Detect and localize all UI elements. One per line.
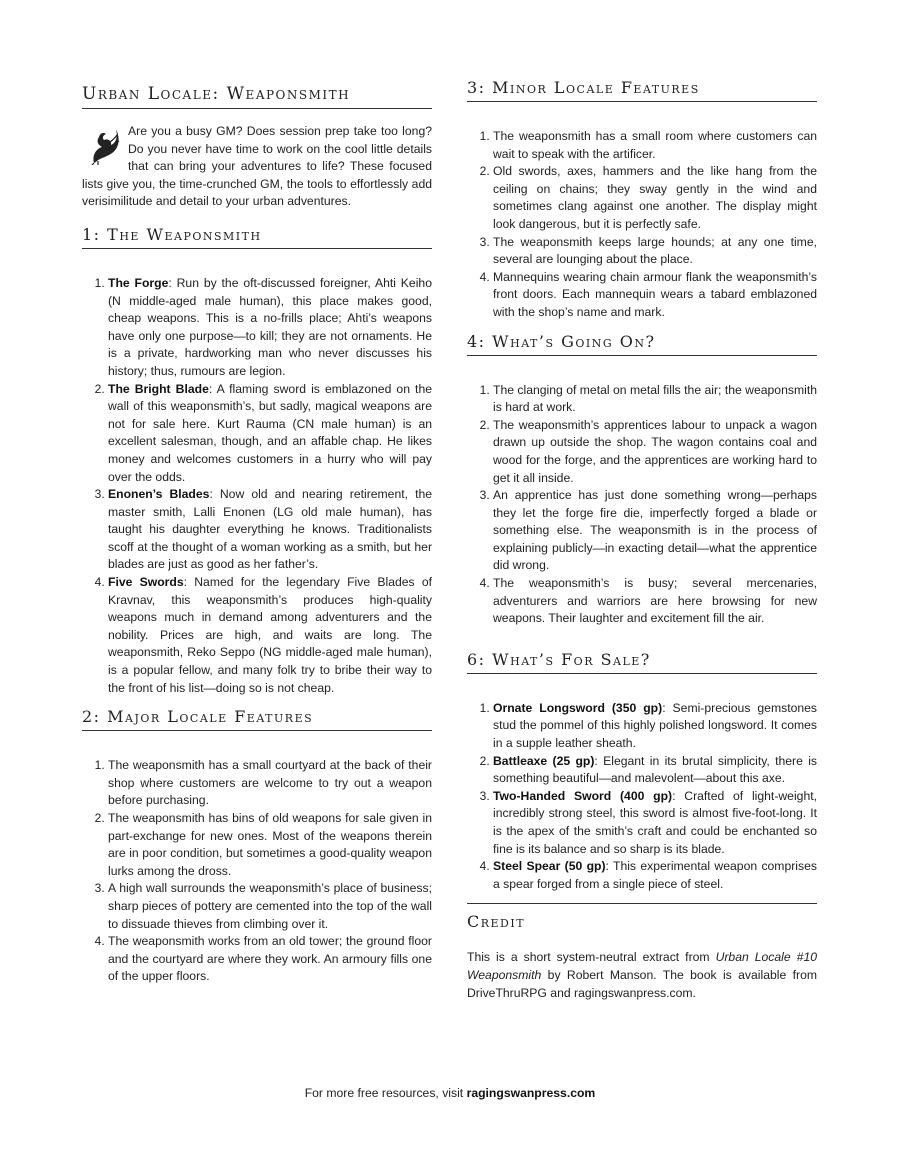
list-item: 4. Mannequins wearing chain armour flank the weaponsmith’s front doors. Each mannequin wears a tabard emblazoned with the shop’s name and mark. [493, 269, 817, 322]
credit-section [467, 903, 817, 1002]
list-item: 3. Two-Handed Sword (400 gp): Crafted of light-weight, incredibly strong steel, this sword is almost five-foot-long. It is the apex of the smith’s craft and could be enchanted so fine is its balance and so sharp is its blade. [493, 788, 817, 858]
list-item: 1. Ornate Longsword (350 gp): Semi-precious gemstones stud the pommel of this highly polished longsword. It comes in a supple leather sheath. [493, 700, 817, 753]
intro [82, 123, 432, 211]
list-item: 4. The weaponsmith’s is busy; several mercenaries, adventurers and warriors are here browsing for new weapons. Their laughter and excitement fill the air. [493, 575, 817, 628]
left-column [82, 78, 432, 996]
book-title: Urban Locale #10 Weaponsmith [467, 950, 817, 982]
minor-features-list [467, 128, 817, 322]
list-item: 4. The weaponsmith works from an old tower; the ground floor and the courtyard are where they work. An armoury fills one of the upper floors. [108, 933, 432, 986]
credit-text: This is a short system-neutral extract from Urban Locale #10 Weaponsmith by Robert Manson. The book is available from DriveThruRPG and ragingswanpress.com. [467, 950, 817, 1000]
footer-link[interactable]: ragingswanpress.com [466, 1086, 596, 1100]
list-item: 2. The weaponsmith’s apprentices labour to unpack a wagon drawn up outside the shop. The wagon contains coal and wood for the forge, and the apprentices are working hard to get it all inside. [493, 417, 817, 487]
section-heading-whats-going-on: 4: What’s Going On? [467, 332, 817, 356]
list-item: 3. The weaponsmith keeps large hounds; at any one time, several are lounging about the place. [493, 234, 817, 269]
list-item: 2. The weaponsmith has bins of old weapons for sale given in part-exchange for new ones. Most of the weapons therein are in poor condition, but sometimes a good-quality weapon lurks among the dross. [108, 810, 432, 880]
page-title: Urban Locale: Weaponsmith [82, 84, 432, 109]
list-item: 1. The Forge: Run by the oft-discussed foreigner, Ahti Keiho (N middle-aged male human), this place makes good, cheap weapons. This is a no-frills place; Ahti’s weapons have only one purpose—to kill; they are not ornaments. He is a private, hardworking man who never discusses his history; thus, rumours are legion. [108, 275, 432, 381]
swan-logo-icon [86, 123, 120, 165]
list-item: 3. A high wall surrounds the weaponsmith’s place of business; sharp pieces of pottery are cemented into the top of the wall to dissuade thieves from climbing over it. [108, 880, 432, 933]
section-heading-weaponsmith: 1: The Weaponsmith [82, 225, 432, 249]
major-features-list [82, 757, 432, 986]
list-item: 2. Battleaxe (25 gp): Elegant in its brutal simplicity, there is something beautiful—and malevolent—about this axe. [493, 753, 817, 788]
section-heading-whats-for-sale: 6: What’s For Sale? [467, 650, 817, 674]
right-column [467, 78, 817, 1002]
list-item: 2. The Bright Blade: A flaming sword is emblazoned on the wall of this weaponsmith’s, but sadly, magical weapons are not for sale here. Kurt Rauma (CN male human) is an excellent salesman, though, and an affable chap. He likes money and welcomes customers in a hurry who will pay over the odds. [108, 381, 432, 487]
whats-going-on-list [467, 382, 817, 628]
section-heading-minor-features: 3: Minor Locale Features [467, 78, 817, 102]
intro-text: Are you a busy GM? Does session prep take too long? Do you never have time to work on the cool little details that can bring your adventures to life? These focused lists give you, the time-crunched GM, the tools to effortlessly add verisimilitude and detail to your urban adventures. [82, 124, 432, 209]
weaponsmith-list [82, 275, 432, 697]
list-item: 1. The clanging of metal on metal fills the air; the weaponsmith is hard at work. [493, 382, 817, 417]
section-heading-credit: Credit [467, 903, 817, 935]
list-item: 3. An apprentice has just done something wrong—perhaps they let the forge fire die, imperfectly forged a blade or something else. The weaponsmith is in the process of explaining publicly—in exacting detail—what the apprentice did wrong. [493, 487, 817, 575]
whats-for-sale-list [467, 700, 817, 894]
footer: For more free resources, visit ragingswanpress.com [304, 1086, 596, 1100]
list-item: 4. Five Swords: Named for the legendary Five Blades of Kravnav, this weaponsmith’s produces high-quality weapons much in demand among adventurers and the nobility. Prices are high, and waits are long. The weaponsmith, Reko Seppo (NG middle-aged male human), is a popular fellow, and many folk try to bribe their way to the front of his list—doing so is not cheap. [108, 574, 432, 697]
list-item: 4. Steel Spear (50 gp): This experimental weapon comprises a spear forged from a single piece of steel. [493, 858, 817, 893]
list-item: 1. The weaponsmith has a small room where customers can wait to speak with the artificer. [493, 128, 817, 163]
list-item: 1. The weaponsmith has a small courtyard at the back of their shop where customers are welcome to try out a weapon before purchasing. [108, 757, 432, 810]
list-item: 2. Old swords, axes, hammers and the like hang from the ceiling on chains; they sway gently in the wind and sometimes clang against one another. The display might look dangerous, but it is perfectly safe. [493, 163, 817, 233]
section-heading-major-features: 2: Major Locale Features [82, 707, 432, 731]
list-item: 3. Enonen’s Blades: Now old and nearing retirement, the master smith, Lalli Enonen (LG old male human), has taught his daughter everything he knows. Traditionalists scoff at the thought of a woman working as a smith, but her blades are just as good as her father’s. [108, 486, 432, 574]
